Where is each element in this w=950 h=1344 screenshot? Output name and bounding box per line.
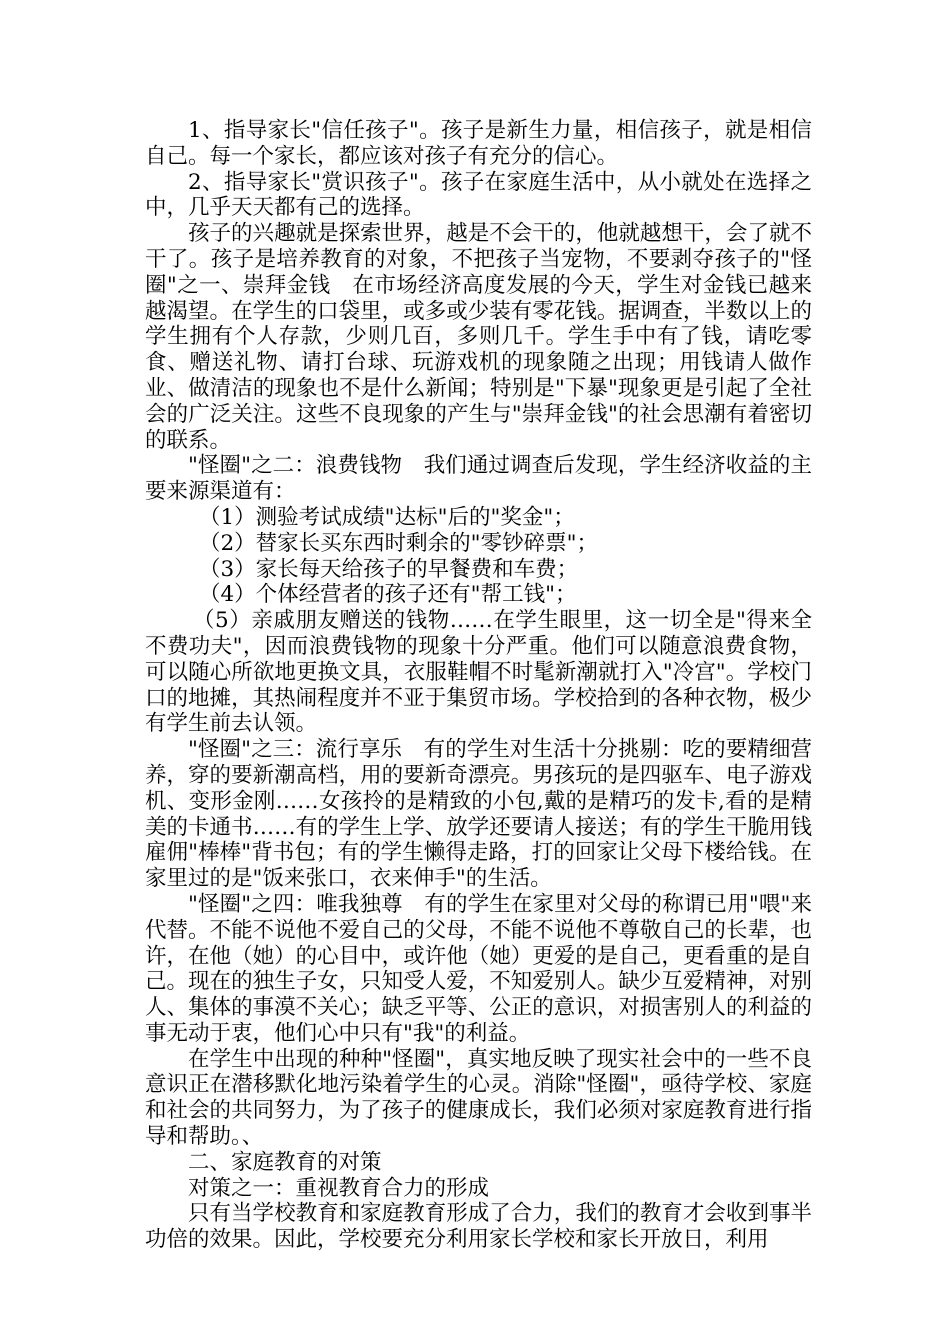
paragraph-worship-money: 孩子的兴趣就是探索世界，越是不会干的，他就越想干，会了就不干了。孩子是培养教育的对象，不把孩子当宠物，不要剥夺孩子的"怪圈"之一、崇拜金钱 在市场经济高度发展的今天，学生对金钱已越来越渴望。在学生的口袋里，或多或少装有零花钱。据调查，半数以上的学生拥有个人存款，少则几百，多则几千。学生手中有了钱，请吃零食、赠送礼物、请打台球、玩游戏机的现象随之出现；用钱请人做作业、做清洁的现象也不是什么新闻；特别是"下暴"现象更是引起了全社会的广泛关注。这些不良现象的产生与"崇拜金钱"的社会思潮有着密切的联系。 <box>145 221 812 453</box>
paragraph-appreciate-children: 2、指导家长"赏识孩子"。孩子在家庭生活中，从小就处在选择之中，几乎天天都有己的选择。 <box>145 169 812 221</box>
list-item: （1）测验考试成绩"达标"后的"奖金"； <box>199 504 575 530</box>
paragraph-conclusion: 在学生中出现的种种"怪圈"，真实地反映了现实社会中的一些不良意识正在潜移默化地污染着学生的心灵。消除"怪圈"，亟待学校、家庭和社会的共同努力，为了孩子的健康成长，我们必须对家庭教育进行指导和帮助。、 <box>145 1046 812 1150</box>
list-item: （5）亲戚朋友赠送的钱物……在学生眼里，这一切全是"得来全不费功夫"，因而浪费钱物的现象十分严重。他们可以随意浪费食物，可以随心所欲地更换文具，衣服鞋帽不时髦新潮就打入"冷宫"。学校门口的地摊，其热闹程度并不亚于集贸市场。学校拾到的各种衣物，极少有学生前去认领。 <box>145 608 812 737</box>
list-item: （3）家长每天给孩子的早餐费和车费； <box>199 556 579 582</box>
document-page <box>145 118 812 1253</box>
section-heading: 二、家庭教育的对策 <box>188 1149 382 1175</box>
paragraph-trust-children: 1、指导家长"信任孩子"。孩子是新生力量，相信孩子，就是相信自己。每一个家长，都应该对孩子有充分的信心。 <box>145 118 812 169</box>
subsection-heading: 对策之一：重视教育合力的形成 <box>188 1175 490 1201</box>
paragraph-pleasure-seeking: "怪圈"之三：流行享乐 有的学生对生活十分挑剔：吃的要精细营养，穿的要新潮高档，用的要新奇漂亮。男孩玩的是四驱车、电子游戏机、变形金刚……女孩拎的是精致的小包,戴的是精巧的发卡,看的是精美的卡通书……有的学生上学、放学还要请人接送；有的学生干脆用钱雇佣"棒棒"背书包；有的学生懒得走路，打的回家让父母下楼给钱。在家里过的是"饭来张口，衣来伸手"的生活。 <box>145 737 812 892</box>
paragraph-waste-money: "怪圈"之二：浪费钱物 我们通过调查后发现，学生经济收益的主要来源渠道有： <box>145 453 812 505</box>
paragraph-egoism: "怪圈"之四：唯我独尊 有的学生在家里对父母的称谓已用"喂"来代替。不能不说他不爱自己的父母，不能不说他不尊敬自己的长辈，也许，在他（她）的心目中，或许他（她）更爱的是自己，更看重的是自己。现在的独生子女，只知受人爱，不知爱别人。缺少互爱精神，对别人、集体的事漠不关心；缺乏平等、公正的意识，对损害别人的利益的事无动于衷，他们心中只有"我"的利益。 <box>145 891 812 1046</box>
list-item: （2）替家长买东西时剩余的"零钞碎票"； <box>199 530 598 556</box>
paragraph-joint-force: 只有当学校教育和家庭教育形成了合力，我们的教育才会收到事半功倍的效果。因此，学校要充分利用家长学校和家长开放日，利用 <box>145 1201 812 1253</box>
list-item: （4）个体经营者的孩子还有"帮工钱"； <box>199 582 577 608</box>
